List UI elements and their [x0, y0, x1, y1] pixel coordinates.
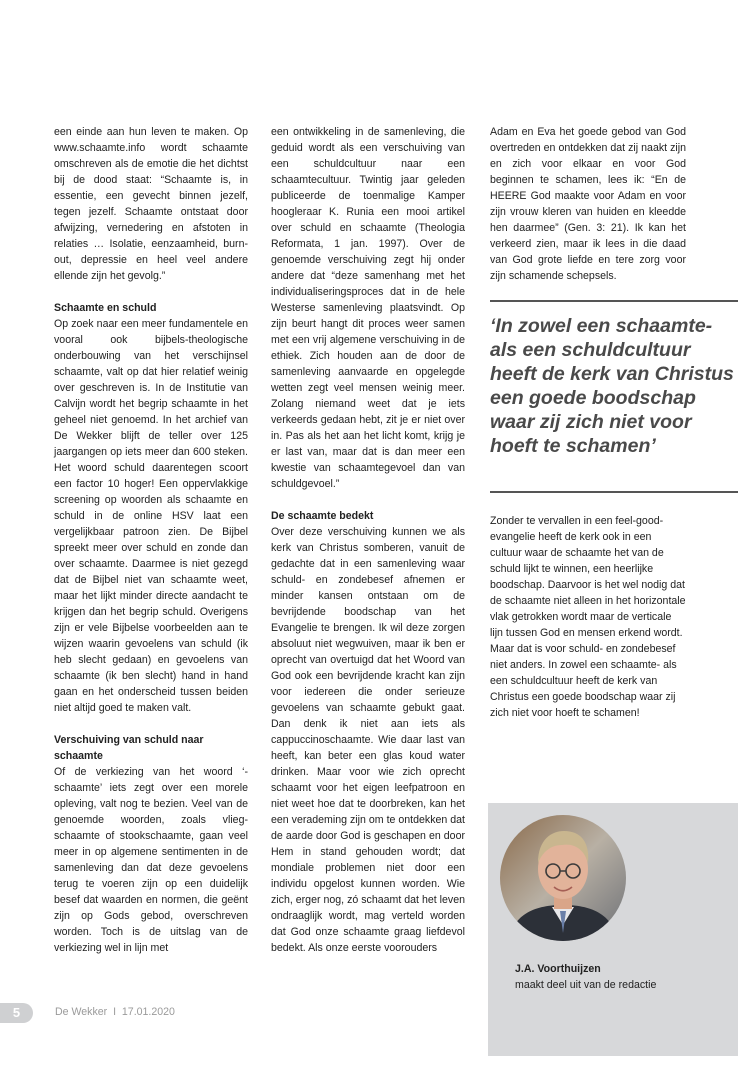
body-paragraph: een einde aan hun leven te maken. Op www.schaamte.info wordt schaamte omschreven als de emotie die het dichtst bij de dood staat: “Schaamte is, in essentie, een gevecht binnen jezelf, tegen jezelf. Schaamte ontstaat door afwijzing, vernedering en afstoten in relaties … Isolatie, eenzaamheid, burn-out, depressie en heel veel andere ellende zijn het gevolg.”: [54, 126, 248, 282]
author-name: J.A. Voorthuijzen: [515, 963, 601, 975]
section-heading: Schaamte en schuld: [54, 302, 157, 314]
article-column-3-continued: [490, 513, 686, 721]
article-column-1: [54, 124, 248, 956]
author-role: maakt deel uit van de redactie: [515, 979, 657, 991]
article-column-3: [490, 124, 686, 284]
pullquote: ‘In zowel een schaamte- als een schuldcultuur heeft de kerk van Christus een goede boodschap waar zij zich niet voor hoeft te schamen’: [490, 315, 734, 457]
section-heading: Verschuiving van schuld naar schaamte: [54, 734, 204, 762]
body-paragraph: Op zoek naar een meer fundamentele en vooral ook bijbels-theologische onderbouwing van het verschijnsel schaamte, valt op dat hier relatief weinig over geschreven is. In de Institutie van Calvijn wordt het begrip schaamte in het geheel niet genoemd. In het archief van De Wekker blijft de teller over 125 jaargangen op iets meer dan 600 steken. Het woord schuld daarentegen scoort een factor 10 hoger! Een oppervlakkige screening op woorden als schaamte en schuld in de online HSV laat een vergelijkbaar patroon zien. De Bijbel spreekt meer over schuld en zonde dan over schaamte. Daarmee is niet gezegd dat de Bijbel niet van schaamte weet, maar het lijkt minder directe aandacht te krijgen dan het begrip schuld. Overigens zijn er vele Bijbelse voorbeelden aan te wijzen waarin gevoelens van schuld (ik heb slecht gedaan) en gevoelens van schaamte (ik ben slecht) hand in hand gaan en het onderscheid tussen beiden niet altijd goed te maken valt.: [54, 318, 248, 714]
article-column-2: [271, 124, 465, 956]
author-photo: [500, 815, 626, 941]
body-paragraph: Over deze verschuiving kunnen we als kerk van Christus somberen, vanuit de gedachte dat in een samenleving waar schuld- en zondebesef afnemen er minder kansen ontstaan om de bevrijdende boodschap van het Evangelie te brengen. Ik wil deze zorgen absoluut niet wegwuiven, maar ik ben er oprecht van overtuigd dat het Woord van God ook een bevrijdende kracht kan zijn voor iedereen die onder serieuze gevoelens van schaamte gebukt gaat. Dan denk ik niet aan iets als cappuccinoschaamte. Wie daar last van heeft, kan beter een glas koud water drinken. Maar voor wie zich oprecht schaamt voor het eigen leefpatroon en niet weet hoe dat te doorbreken, kan het een verademing zijn om te ontdekken dat de aarde door God is geschapen en door Hem in stand gehouden wordt; dat mondiale problemen niet door een individu opgelost kunnen worden. Wie zich, erger nog, zó schaamt dat het leven ondraaglijk wordt, mag verteld worden dat God onze schaamte graag liefdevol bedekt. Als onze eerste voorouders: [271, 526, 465, 954]
body-paragraph: Of de verkiezing van het woord ‘-schaamte’ iets zegt over een morele opleving, valt nog te bezien. Veel van de genoemde woorden, zoals vlieg-schaamte of stookschaamte, gaan veel meer in op algemene sentimenten in de samenleving dan dat deze gevoelens terug te voeren zijn op een duidelijk besef dat waarden en normen, die geënt zijn op Gods gebod, overschreven worden. Toch is de uitslag van de verkiezing wel in lijn met: [54, 766, 248, 954]
page-number: 5: [0, 1003, 33, 1023]
author-portrait-icon: [500, 815, 626, 941]
section-heading: De schaamte bedekt: [271, 510, 374, 522]
footer-publication: De Wekker I 17.01.2020: [55, 1006, 175, 1018]
body-paragraph: een ontwikkeling in de samenleving, die geduid wordt als een verschuiving van een schuldcultuur naar een schaamtecultuur. Twintig jaar geleden publiceerde de toenmalige Kamper hoogleraar K. Runia een mooi artikel over schuld en schaamte (Theologia Reformata, 1 jan. 1997). Over de genoemde verschuiving zegt hij onder andere dat “deze samenhang met het individualiseringsproces dat in de hele Westerse samenleving plaatsvindt. Op zijn beurt hangt dit proces weer samen met een vrij algemene verschuiving in de ethiek. Zich houden aan de door de samenleving aanvaarde en opgelegde wetten zegt veel mensen weinig meer. Zolang niemand weet dat je iets verkeerds gedaan hebt, zit je er niet over in. Pas als het aan het licht komt, krijg je er last van, maar dat is dan meer een kwestie van schaamtegevoel dan van schuldgevoel.”: [271, 126, 465, 490]
body-paragraph: Zonder te vervallen in een feel-good-evangelie heeft de kerk ook in een cultuur waar de schaamte het van de schuld lijkt te winnen, een heerlijke boodschap. Daarvoor is het wel nodig dat de schaamte niet alleen in het horizontale vlak getrokken wordt maar de verticale lijn tussen God en mensen erkend wordt. Maar dat is voor schuld- en zondebesef niet anders. In zowel een schaamte- als een schuldcultuur heeft de kerk van Christus een goede boodschap waar zij zich niet voor hoeft te schamen!: [490, 515, 686, 719]
body-paragraph: Adam en Eva het goede gebod van God overtreden en ontdekken dat zij naakt zijn en zich voor elkaar en voor God beginnen te schamen, lees ik: “En de HEERE God maakte voor Adam en voor zijn vrouw kleren van huiden en kleedde hen daarmee” (Gen. 3: 21). Ik kan het verkeerd zien, maar ik lees in die daad van God grote liefde en tere zorg voor zijn schamende schepsels.: [490, 126, 686, 282]
pullquote-top-rule: [490, 300, 738, 302]
pullquote-bottom-rule: [490, 491, 738, 493]
